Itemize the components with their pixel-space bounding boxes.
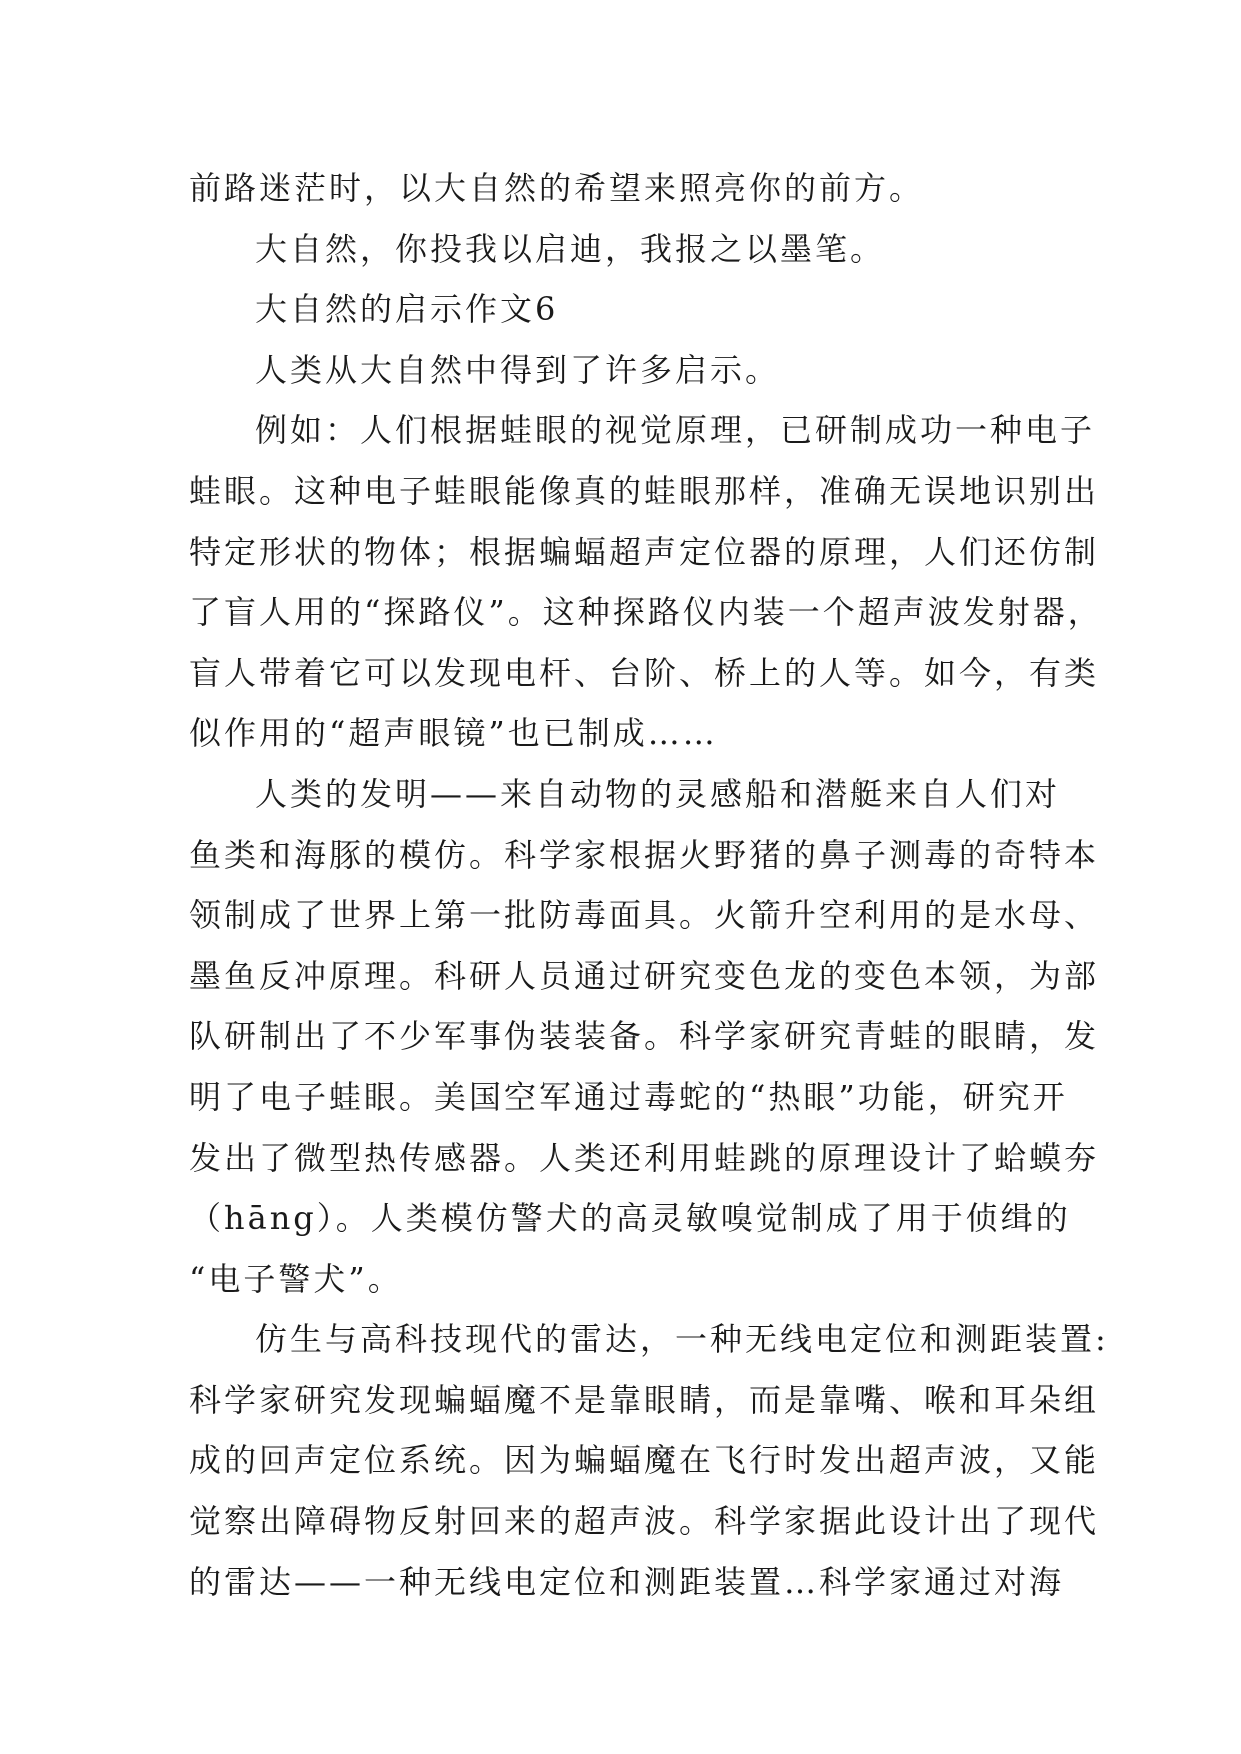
text-line: 似作用的“超声眼镜”也已制成…… xyxy=(189,714,718,753)
text-line: 队研制出了不少军事伪装装备。科学家研究青蛙的眼睛，发 xyxy=(189,1017,1100,1056)
article-body xyxy=(189,158,1109,1612)
text-line: 墨鱼反冲原理。科研人员通过研究变色龙的变色本领，为部 xyxy=(189,956,1100,995)
text-line: 蛙眼。这种电子蛙眼能像真的蛙眼那样，准确无误地识别出 xyxy=(189,471,1100,510)
text-line: 成的回声定位系统。因为蝙蝠魔在飞行时发出超声波，又能 xyxy=(189,1441,1100,1480)
text-line: （hāng）。人类模仿警犬的高灵敏嗅觉制成了用于侦缉的 xyxy=(189,1199,1071,1238)
paragraph-start: 大自然，你投我以启迪，我报之以墨笔。 xyxy=(255,229,886,268)
text-line: 的雷达——一种无线电定位和测距装置…科学家通过对海 xyxy=(189,1562,1065,1601)
paragraph-start: 例如：人们根据蛙眼的视觉原理，已研制成功一种电子 xyxy=(255,411,1096,450)
text-line: 特定形状的物体；根据蝙蝠超声定位器的原理，人们还仿制 xyxy=(189,532,1100,571)
text-line: “电子警犬”。 xyxy=(189,1259,403,1298)
paragraph-start: 仿生与高科技现代的雷达，一种无线电定位和测距装置: xyxy=(255,1320,1109,1359)
text-line: 明了电子蛙眼。美国空军通过毒蛇的“热眼”功能，研究开 xyxy=(189,1077,1068,1116)
text-line: 发出了微型热传感器。人类还利用蛙跳的原理设计了蛤蟆夯 xyxy=(189,1138,1100,1177)
text-line: 领制成了世界上第一批防毒面具。火箭升空利用的是水母、 xyxy=(189,896,1100,935)
text-line: 科学家研究发现蝙蝠魔不是靠眼睛，而是靠嘴、喉和耳朵组 xyxy=(189,1380,1100,1419)
text-line: 了盲人用的“探路仪”。这种探路仪内装一个超声波发射器， xyxy=(189,593,1103,632)
paragraph-start: 人类从大自然中得到了许多启示。 xyxy=(255,350,781,389)
text-line: 觉察出障碍物反射回来的超声波。科学家据此设计出了现代 xyxy=(189,1502,1100,1541)
text-line: 鱼类和海豚的模仿。科学家根据火野猪的鼻子测毒的奇特本 xyxy=(189,835,1100,874)
text-line: 盲人带着它可以发现电杆、台阶、桥上的人等。如今，有类 xyxy=(189,653,1100,692)
paragraph-start: 人类的发明——来自动物的灵感船和潜艇来自人们对 xyxy=(255,774,1061,813)
section-heading: 大自然的启示作文6 xyxy=(255,290,559,329)
text-line: 前路迷茫时，以大自然的希望来照亮你的前方。 xyxy=(189,169,925,207)
